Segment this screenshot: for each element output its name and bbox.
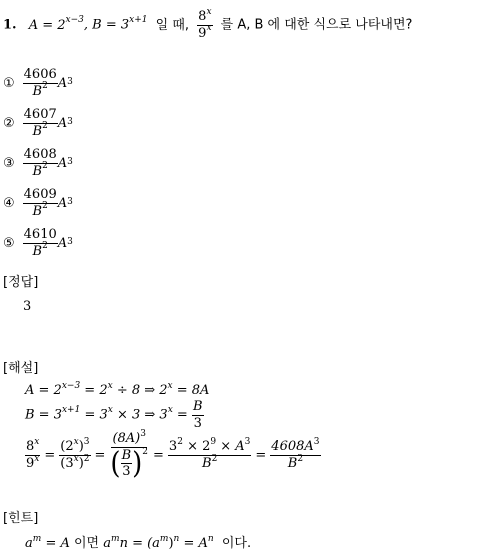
sol3-f2-num-exp2: 3 [83, 436, 90, 447]
choice-den: B [32, 163, 43, 179]
sol3-f1-den-exp: x [34, 453, 40, 464]
choice-num: 4608 [23, 147, 57, 162]
question-tail: 를 A, B 에 대한 식으로 나타내면? [220, 17, 413, 33]
choice-mark: ⑤ [3, 235, 15, 251]
hint-b-exp: m [111, 533, 120, 544]
sol3-f2-den-exp: x [73, 453, 79, 464]
sol3-f4-a: 3 [168, 439, 178, 455]
sol3-f3-lparen: ( [110, 446, 121, 482]
choice-mark: ② [3, 115, 15, 131]
solution-heading: [해설] [3, 361, 39, 376]
sol3-eq-4: = [255, 447, 267, 463]
choice-tail: A [57, 75, 68, 91]
choice-tail: A [57, 115, 68, 131]
sol1-a: A = 2 [25, 383, 62, 398]
sol3-frac-5 [270, 436, 320, 471]
sol1-tail: ÷ 8 ⇒ 2 [112, 383, 168, 398]
sol2-fraction [192, 400, 204, 430]
sol3-f3-inner-den: 3 [122, 464, 131, 480]
sol3-frac-2 [59, 436, 90, 471]
choice-fraction [23, 188, 58, 218]
sol3-f3-num-exp: 3 [140, 428, 146, 439]
question-frac-den-exp: x [206, 23, 212, 34]
sol3-f4-b: × 2 [182, 439, 211, 455]
choice-tail: A [57, 235, 68, 251]
sol3-f2-num: (2 [60, 439, 74, 455]
choice-den-exp: 2 [42, 81, 48, 92]
sol3-f1-den: 9 [26, 455, 35, 471]
sol3-f2-num-exp: x [73, 436, 79, 447]
sol3-frac-1 [25, 436, 40, 471]
hint-heading: [힌트] [3, 511, 39, 526]
choice-fraction [23, 228, 58, 258]
hint-eqB: = A [179, 536, 208, 551]
choice-den: B [32, 203, 43, 219]
sol3-f1-num: 8 [26, 439, 35, 455]
choice-den: B [32, 243, 43, 259]
hint-eqA: = A [41, 536, 74, 551]
choice-num: 4609 [23, 187, 57, 202]
sol3-f5-num: 4608A [271, 439, 314, 455]
hint-close: ) [168, 536, 174, 551]
question-when: 일 때, [155, 17, 190, 33]
choice-tail: A [57, 195, 68, 211]
choice-1[interactable]: ① $\frac{4606}{B^2}$ A $^3$ [3, 67, 73, 99]
sol1-end: = 8A [172, 383, 210, 398]
sol2-frac-num: B [192, 399, 203, 414]
sol3-f4-den: B [202, 455, 212, 471]
hint-line [25, 533, 252, 551]
choice-fraction [23, 148, 58, 178]
sol3-f5-num-exp: 3 [313, 436, 320, 447]
choice-den-exp: 2 [42, 241, 48, 252]
hint-n-exp: m [159, 533, 169, 544]
hint-b: a [99, 536, 112, 551]
sol3-eq-1: = [44, 447, 56, 463]
choice-den-exp: 2 [42, 161, 48, 172]
choice-den-exp: 2 [42, 201, 48, 212]
choice-fraction [23, 68, 58, 98]
sol3-f2-den-exp2: 2 [83, 453, 90, 464]
sol3-f5-den: B [287, 455, 298, 471]
hint-n: n = (a [119, 536, 160, 551]
hint-end: 이다. [221, 536, 252, 551]
sol3-f2-num-close: ) [78, 439, 84, 455]
choice-fraction [23, 108, 58, 138]
sol3-f3-inner-frac [121, 449, 133, 479]
choice-3[interactable]: ③ $\frac{4608}{B^2}$ A $^3$ [3, 147, 73, 179]
solution-line-3 [25, 428, 321, 482]
sol3-eq-3: = [153, 447, 164, 463]
question-fraction [197, 6, 212, 41]
choice-num: 4607 [23, 107, 57, 122]
sol3-frac-3: $(8A)^3$ ( $\frac{B}{3}$ ) $^2$ [110, 428, 149, 482]
sol3-f4-a-exp: 2 [177, 436, 183, 447]
sol3-f3-inner-num: B [121, 447, 132, 463]
choice-4[interactable]: ④ $\frac{4609}{B^2}$ A $^3$ [3, 187, 73, 219]
question-exp-b: x+1 [129, 15, 148, 26]
choice-mark: ① [3, 75, 15, 91]
choice-den-exp: 2 [42, 121, 48, 132]
hint-a: a [25, 536, 33, 551]
question-exp-a: x−3 [65, 15, 84, 26]
question-frac-den: 9 [198, 25, 207, 41]
sol3-f4-b-exp: 9 [210, 436, 217, 447]
hint-a-exp: m [32, 533, 42, 544]
sol2-exp2: x [107, 405, 113, 416]
choice-tail: A [57, 155, 68, 171]
sol3-frac-4 [168, 436, 251, 471]
question-eq-b: , B = 3 [83, 17, 130, 33]
sol3-f4-den-exp: 2 [211, 453, 218, 464]
question-frac-num-exp: x [206, 6, 212, 17]
question-eq-a: A = 2 [28, 17, 66, 33]
sol2-tail: × 3 ⇒ 3 [112, 407, 168, 423]
choice-5[interactable]: ⑤ $\frac{4610}{B^2}$ A $^3$ [3, 227, 73, 259]
sol3-f2-den: (3 [60, 455, 74, 471]
sol3-eq-2: = [94, 447, 106, 463]
choice-num: 4610 [23, 227, 57, 242]
choice-den: B [32, 83, 43, 99]
answer-heading: [정답] [3, 275, 39, 290]
sol3-f2-den-close: ) [78, 455, 84, 471]
question-frac-num: 8 [198, 9, 207, 24]
question [3, 6, 413, 41]
sol3-f3-rparen: ) [132, 446, 143, 482]
sol2-a: B = 3 [25, 407, 62, 423]
choice-mark: ④ [3, 195, 15, 211]
answer-value: 3 [23, 299, 32, 314]
sol2-eq: = [172, 407, 192, 423]
choice-mark: ③ [3, 155, 15, 171]
sol2-exp3: x [167, 405, 173, 416]
solution-line-2 [25, 400, 204, 430]
question-number: 1. [3, 17, 17, 33]
sol1-mid: = 2 [80, 383, 108, 398]
sol2-mid: = 3 [80, 407, 108, 423]
hint-eqB-exp: n [207, 533, 214, 544]
sol3-f4-c-exp: 3 [244, 436, 251, 447]
hint-close-exp: n [173, 533, 180, 544]
sol1-exp3: x [167, 380, 173, 391]
hint-if: 이면 [74, 536, 100, 551]
sol3-f3-num: (8A) [112, 431, 141, 446]
choice-num: 4606 [23, 67, 57, 82]
sol2-frac-den: 3 [193, 415, 202, 431]
sol3-f1-num-exp: x [34, 436, 40, 447]
sol2-exp: x+1 [61, 405, 81, 416]
sol1-exp2: x [107, 380, 113, 391]
sol3-f5-den-exp: 2 [297, 453, 304, 464]
sol1-exp: x−3 [61, 380, 81, 391]
choice-2[interactable]: ② $\frac{4607}{B^2}$ A $^3$ [3, 107, 73, 139]
sol3-f4-c: × A [216, 439, 245, 455]
choice-den: B [32, 123, 43, 139]
solution-line-1 [25, 380, 210, 398]
